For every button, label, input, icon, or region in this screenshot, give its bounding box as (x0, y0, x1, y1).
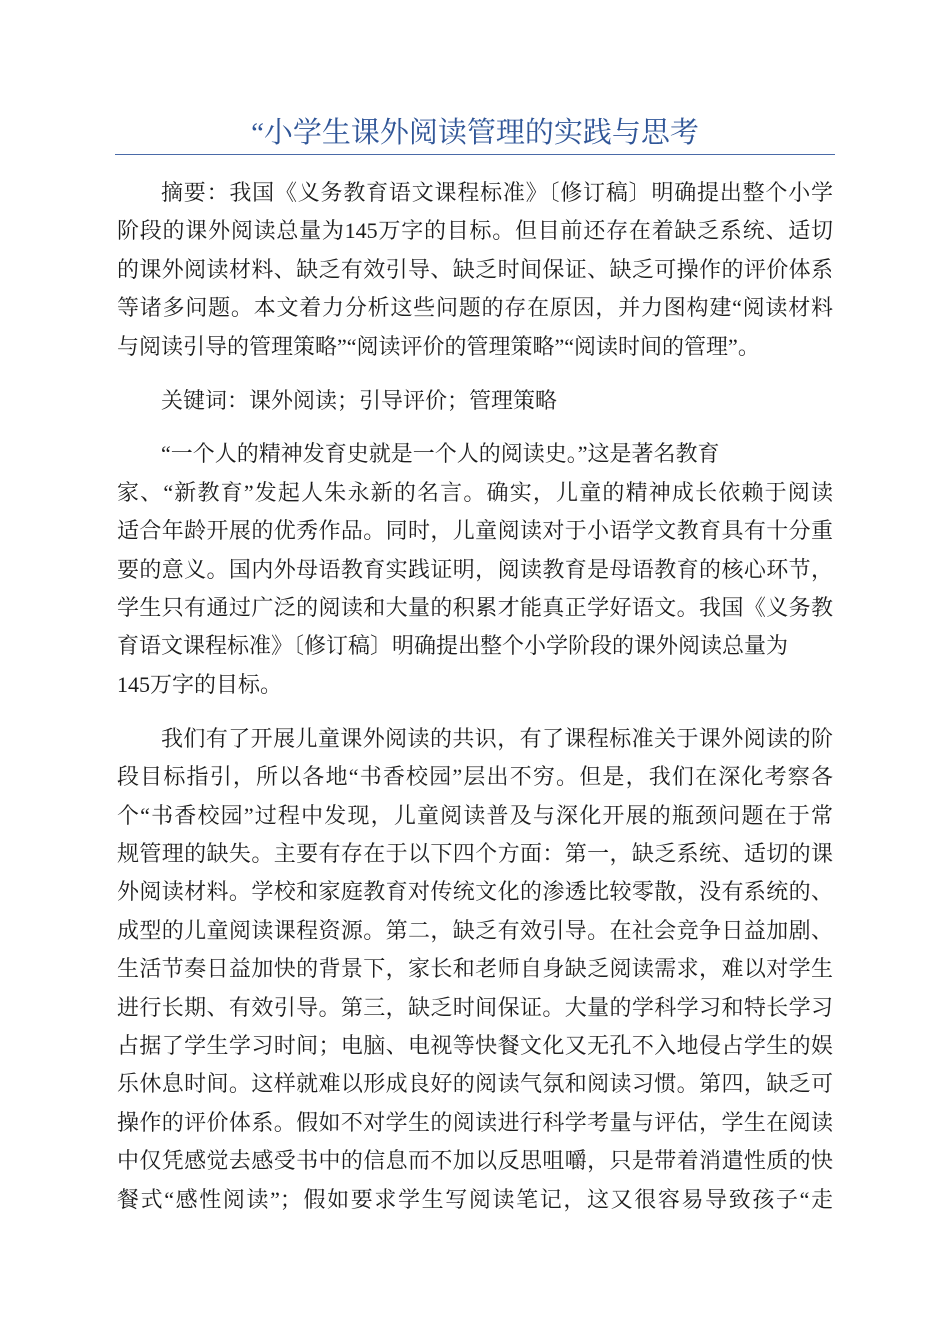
document-body (117, 174, 833, 1235)
text-line: 中仅凭感觉去感受书中的信息而不加以反思咀嚼，只是带着消遣性质的快 (117, 1148, 833, 1174)
keywords-paragraph (117, 382, 833, 420)
text-line: 操作的评价体系。假如不对学生的阅读进行科学考量与评估，学生在阅读 (117, 1109, 833, 1135)
text-line: 外阅读材料。学校和家庭教育对传统文化的渗透比较零散，没有系统的、 (117, 879, 833, 905)
text-line: 占据了学生学习时间；电脑、电视等快餐文化又无孔不入地侵占学生的娱 (117, 1033, 833, 1059)
title-block (115, 114, 835, 154)
text-line: 关键词：课外阅读；引导评价；管理策略 (161, 387, 558, 413)
text-line: 145万字的目标。 (117, 671, 283, 697)
abstract-paragraph (117, 174, 833, 366)
text-line: 个“书香校园”过程中发现，儿童阅读普及与深化开展的瓶颈问题在于常 (117, 802, 833, 828)
text-line: 阶段的课外阅读总量为145万字的目标。但目前还存在着缺乏系统、适切 (117, 218, 833, 244)
text-line: 餐式“感性阅读”；假如要求学生写阅读笔记，这又很容易导致孩子“走 (117, 1186, 833, 1212)
text-line: 的课外阅读材料、缺乏有效引导、缺乏时间保证、缺乏可操作的评价体系 (117, 256, 833, 282)
document-title: “小学生课外阅读管理的实践与思考 (251, 117, 699, 149)
text-line: 生活节奏日益加快的背景下，家长和老师自身缺乏阅读需求，难以对学生 (117, 956, 833, 982)
body-paragraph-1 (117, 435, 833, 704)
text-line: 进行长期、有效引导。第三，缺乏时间保证。大量的学科学习和特长学习 (117, 994, 833, 1020)
text-line: 乐休息时间。这样就难以形成良好的阅读气氛和阅读习惯。第四，缺乏可 (117, 1071, 833, 1097)
text-line: 规管理的缺失。主要有存在于以下四个方面：第一，缺乏系统、适切的课 (117, 841, 833, 866)
text-line: 段目标指引，所以各地“书香校园”层出不穷。但是，我们在深化考察各 (117, 764, 833, 790)
text-line: 与阅读引导的管理策略”“阅读评价的管理策略”“阅读时间的管理”。 (117, 333, 760, 359)
text-line: 家、“新教育”发起人朱永新的名言。确实，儿童的精神成长依赖于阅读 (117, 479, 833, 505)
text-line: 成型的儿童阅读课程资源。第二，缺乏有效引导。在社会竞争日益加剧、 (117, 917, 833, 943)
text-line: 要的意义。国内外母语教育实践证明，阅读教育是母语教育的核心环节， (117, 556, 833, 582)
title-rule (115, 154, 835, 155)
text-line: 学生只有通过广泛的阅读和大量的积累才能真正学好语文。我国《义务教 (117, 595, 833, 621)
text-line: “一个人的精神发育史就是一个人的阅读史。”这是著名教育 (161, 441, 720, 467)
text-line: 我们有了开展儿童课外阅读的共识，有了课程标准关于课外阅读的阶 (161, 725, 833, 751)
body-paragraph-2 (117, 720, 833, 1219)
text-line: 适合年龄开展的优秀作品。同时，儿童阅读对于小语学文教育具有十分重 (117, 518, 833, 544)
text-line: 摘要：我国《义务教育语文课程标准》〔修订稿〕明确提出整个小学 (161, 180, 833, 205)
text-line: 育语文课程标准》〔修订稿〕明确提出整个小学阶段的课外阅读总量为 (117, 633, 789, 659)
text-line: 等诸多问题。本文着力分析这些问题的存在原因，并力图构建“阅读材料 (117, 295, 833, 321)
